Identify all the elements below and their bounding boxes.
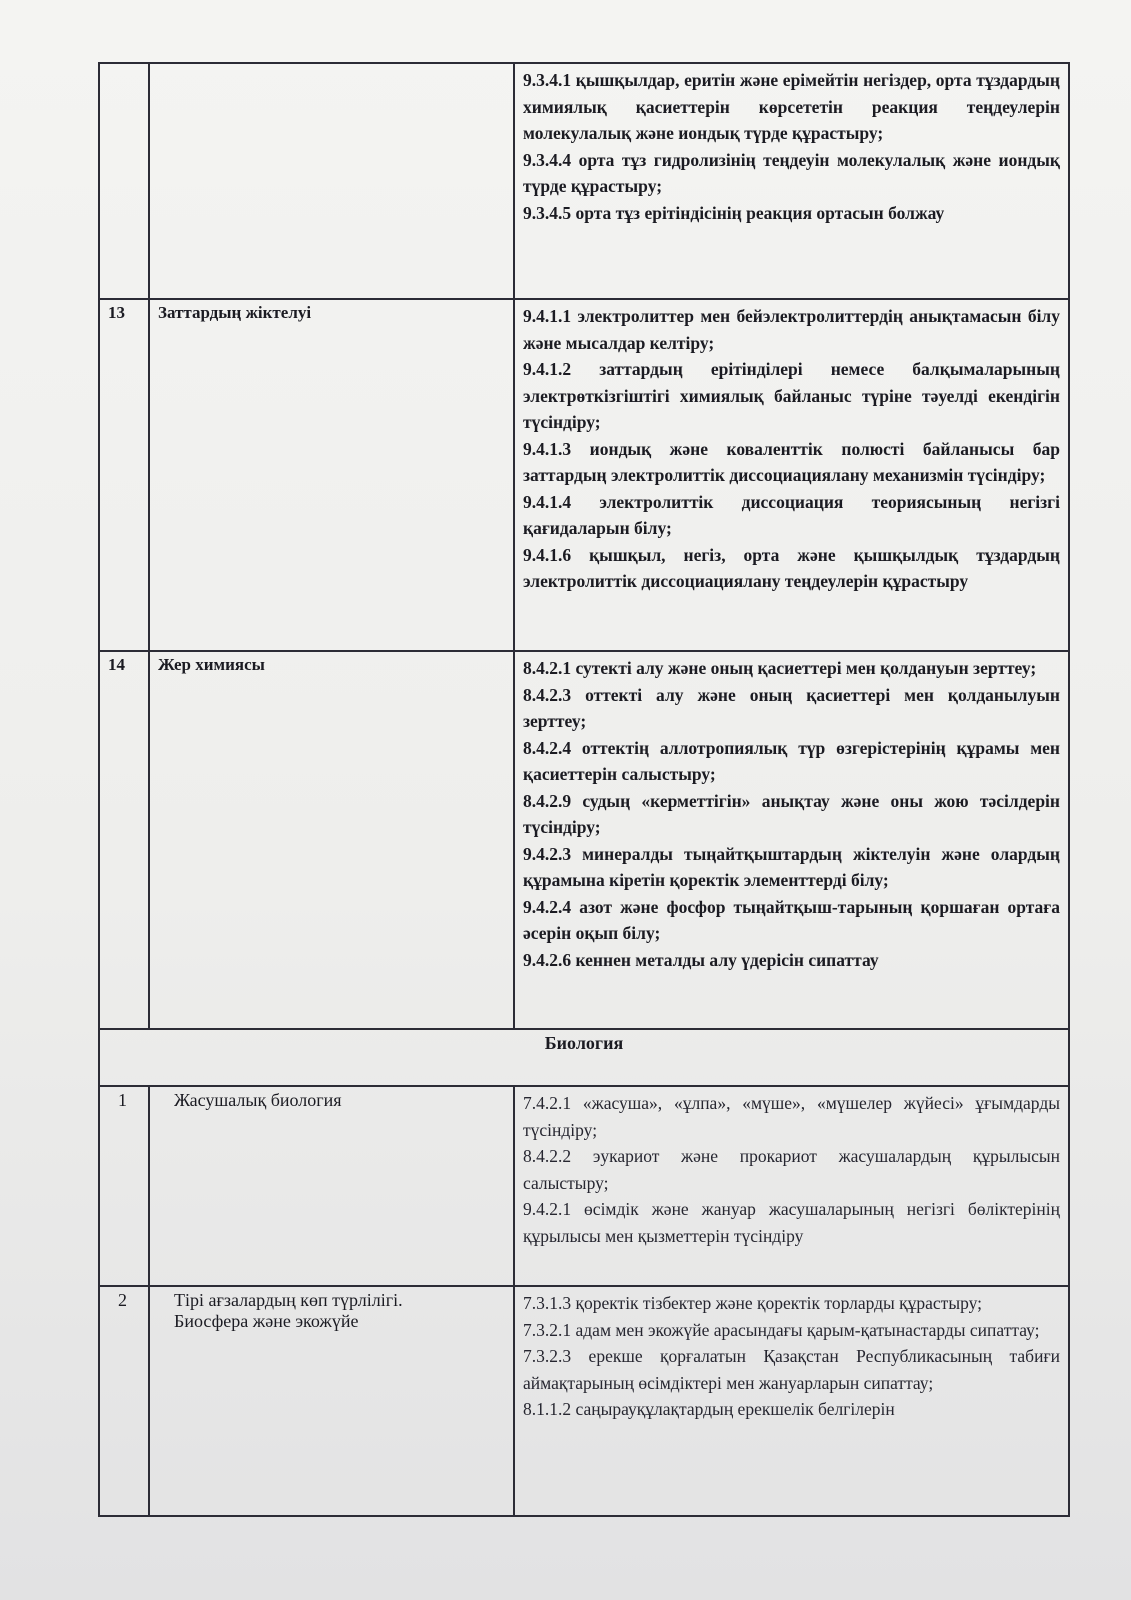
table-row [99,299,1069,651]
objective-item: 9.3.4.1 қышқылдар, еритін және ерімейтін негіздер, орта тұздардың химиялық қасиеттерін көрсететін реакция теңдеулерін молекулалық және иондық түрде құрастыру; [523,70,1060,143]
table-row [99,1086,1069,1286]
row-number-cell: 2 [99,1286,149,1516]
objective-item: 9.4.2.3 минералды тыңайтқыштардың жіктелуін және олардың құрамына кіретін қоректік элементтерді білу; [523,843,1060,890]
objective-item: 8.4.2.4 оттектің аллотропиялық түр өзгерістерінің құрамы мен қасиеттерін салыстыру; [523,737,1060,784]
table-row [99,63,1069,299]
curriculum-table [98,62,1070,1517]
topic-line: Биосфера және экожүйе [174,1311,359,1331]
objective-item: 9.3.4.4 орта тұз гидролизінің теңдеуін молекулалық және иондық түрде құрастыру; [523,149,1060,196]
topic-cell: Заттардың жіктелуі [149,299,514,651]
objective-item: 9.4.1.2 заттардың ерітінділері немесе балқымаларының электрөткізгіштігі химиялық байланыс түріне тәуелді екендігін түсіндіру; [523,359,1060,432]
objective-item: 9.4.1.4 электролиттік диссоциация теориясының негізгі қағидаларын білу; [523,491,1060,538]
objective-item: 9.4.1.1 электролиттер мен бейэлектролиттердің анықтамасын білу және мысалдар келтіру; [523,306,1060,353]
objectives-cell [514,651,1069,1029]
objective-item: 7.4.2.1 «жасуша», «ұлпа», «мүше», «мүшелер жүйесі» ұғымдарды түсіндіру; [523,1093,1060,1140]
objective-item: 9.4.1.6 қышқыл, негіз, орта және қышқылдық тұздардың электролиттік диссоциациялану теңдеулерін құрастыру [523,544,1060,591]
objective-item: 8.4.2.3 оттекті алу және оның қасиеттері мен қолданылуын зерттеу; [523,684,1060,731]
topic-cell: Жасушалық биология [149,1086,514,1286]
objectives-cell [514,299,1069,651]
objective-item: 8.4.2.9 судың «керметтігін» анықтау және оны жою тәсілдерін түсіндіру; [523,790,1060,837]
objective-item: 9.4.2.6 кеннен металды алу үдерісін сипаттау [523,949,879,970]
objective-item: 9.3.4.5 орта тұз ерітіндісінің реакция ортасын болжау [523,202,945,223]
section-title: Биология [99,1029,1069,1086]
table-row [99,1286,1069,1516]
objective-item: 7.3.1.3 қоректік тізбектер және қоректік торларды құрастыру; [523,1293,982,1313]
row-number-cell: 14 [99,651,149,1029]
objective-item: 9.4.1.3 иондық және коваленттік полюсті байланысы бар заттардың электролиттік диссоциациялану механизмін түсіндіру; [523,438,1060,485]
row-number-cell [99,63,149,299]
topic-cell [149,63,514,299]
topic-line: Тірі ағзалардың көп түрлілігі. [174,1290,403,1310]
table-row [99,651,1069,1029]
objective-item: 8.4.2.1 сутекті алу және оның қасиеттері мен қолдануын зерттеу; [523,658,1037,678]
objective-item: 7.3.2.1 адам мен экожүйе арасындағы қарым-қатынастарды сипаттау; [523,1319,1040,1340]
objective-item: 8.4.2.2 эукариот және прокариот жасушалардың құрылысын салыстыру; [523,1146,1060,1193]
objectives-cell [514,1286,1069,1516]
objective-item: 9.4.2.1 өсімдік және жануар жасушаларының негізгі бөліктерінің құрылысы мен қызметтерін түсіндіру [523,1199,1060,1246]
row-number-cell: 1 [99,1086,149,1286]
row-number-cell: 13 [99,299,149,651]
objective-item: 7.3.2.3 ерекше қорғалатын Қазақстан Республикасының табиғи аймақтарының өсімдіктері мен жануарларын сипаттау; [523,1346,1060,1393]
topic-cell [149,1286,514,1516]
objective-item: 8.1.1.2 саңырауқұлақтардың ерекшелік белгілерін [523,1399,895,1419]
objectives-cell [514,1086,1069,1286]
objective-item: 9.4.2.4 азот және фосфор тыңайтқыш-тарының қоршаған ортаға әсерін оқып білу; [523,896,1060,943]
objectives-cell [514,63,1069,299]
topic-cell: Жер химиясы [149,651,514,1029]
section-header-row [99,1029,1069,1086]
